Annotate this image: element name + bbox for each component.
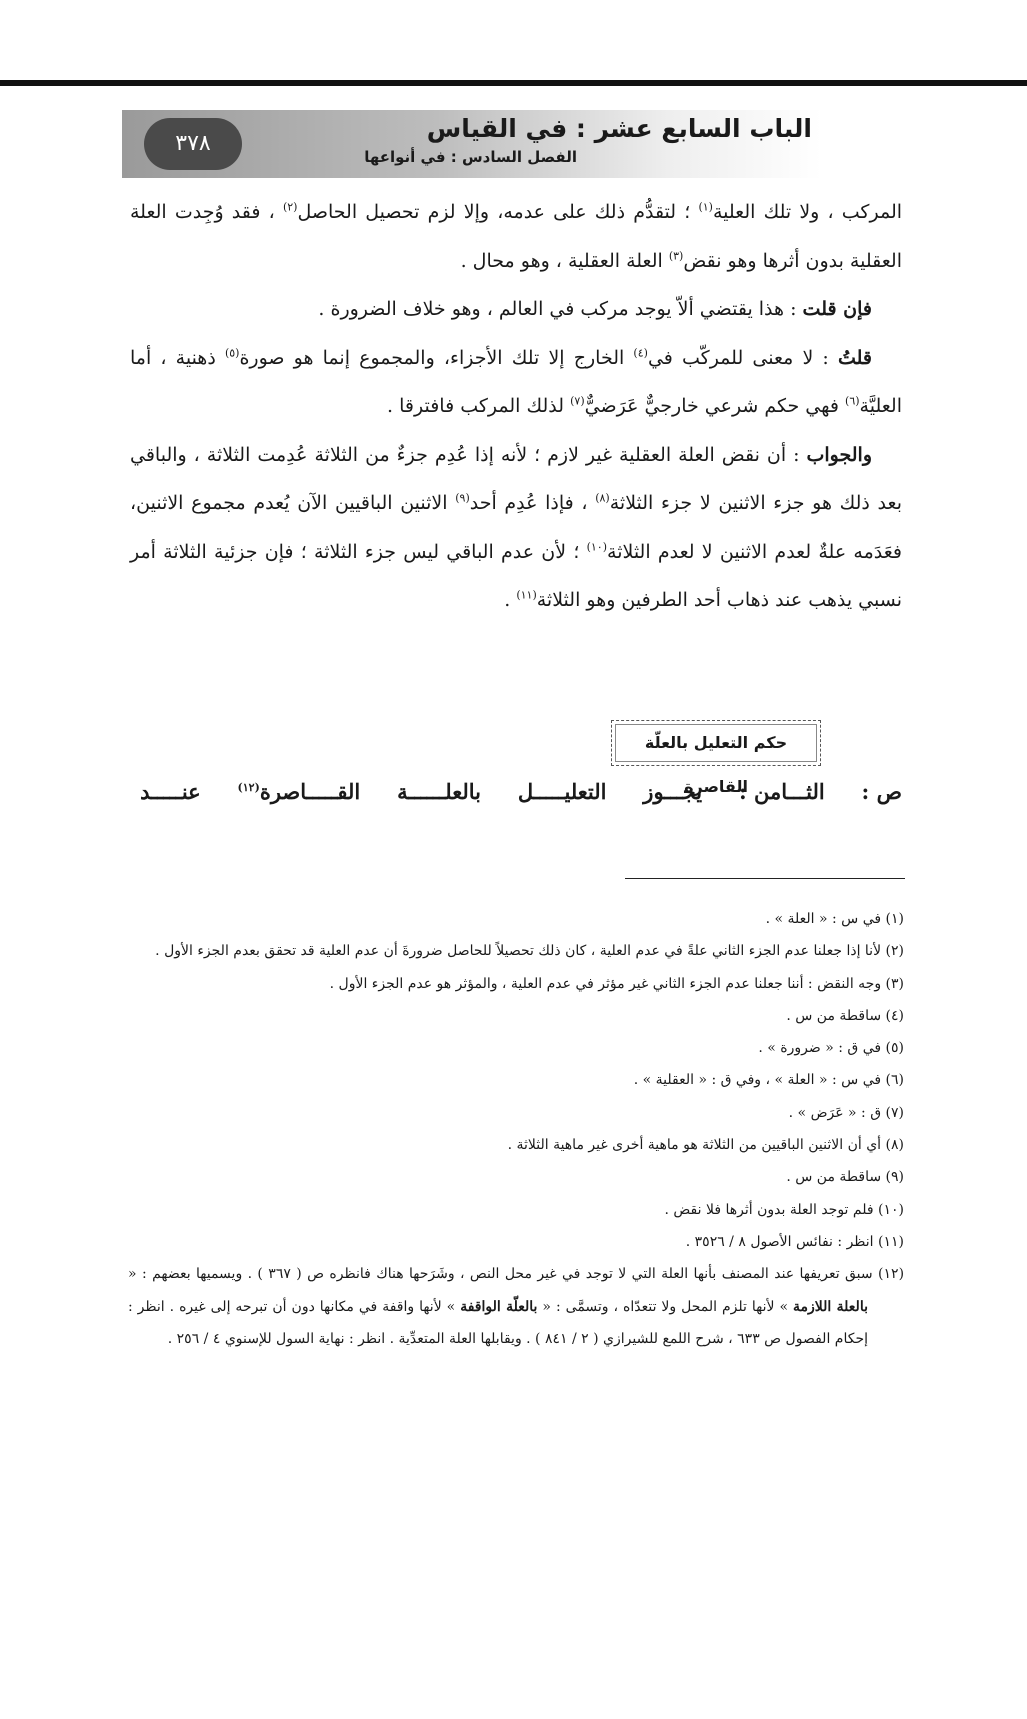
footnote-ref: (٩) bbox=[455, 491, 470, 505]
footnote-ref: (٨) bbox=[595, 491, 610, 505]
footnote-6: (٦) في س : « العلة » ، وفي ق : « العقلية » . bbox=[633, 1072, 904, 1089]
footnote-8: (٨) أي أن الاثنين الباقيين من الثلاثة هو ماهية أخرى غير ماهية الثلاثة . bbox=[507, 1137, 904, 1154]
footnote-2: (٢) لأنا إذا جعلنا عدم الجزء الثاني علةً في عدم العلية ، كان ذلك تحصيلاً للحاصل ضرورةَ أن عدم العلية قد تحقق بعدم الجزء الأول . bbox=[155, 943, 904, 960]
keyword-response: قلتُ bbox=[837, 346, 872, 369]
paragraph-response: قلتُ : لا معنى للمركّب في$^{(٤)}$ الخارج إلا تلك الأجزاء، والمجموع إنما هو صورة$^{(٥)}$ ذهنية ، أما العليَّة$^{(٦)}$ فهي حكم شرعي خارجيٌّ عَرَضيٌّ$^{(٧)}$ لذلك المركب فافترقا . bbox=[130, 346, 902, 417]
paragraph-1: المركب ، ولا تلك العلية$^{(١)}$ ؛ لتقدُّم ذلك على عدمه، وإلا لزم تحصيل الحاصل$^{(٢)}$ ، فقد وُجِدت العلة العقلية بدون أثرها وهو نقض$^{(٣)}$ العلة العقلية ، وهو محال . bbox=[130, 200, 903, 272]
text-statement-line: ص : الثـــامن : يجـــوز التعليـــــل بالعلــــــة القـــــاصرة$^{(١٢)}$ عنـــــد bbox=[140, 779, 902, 804]
running-header bbox=[122, 110, 822, 178]
footnote-11: (١١) انظر : نفائس الأصول ٨ / ٣٥٢٦ . bbox=[685, 1233, 904, 1250]
footnote-10: (١٠) فلم توجد العلة بدون أثرها فلا نقض . bbox=[664, 1201, 904, 1218]
footnote-4: (٤) ساقطة من س . bbox=[786, 1007, 904, 1024]
footnotes bbox=[128, 903, 904, 1355]
footnote-5: (٥) في ق : « ضرورة » . bbox=[758, 1040, 904, 1057]
paragraph-objection: فإن قلت : هذا يقتضي ألاّ يوجد مركب في العالم ، وهو خلاف الضرورة . bbox=[318, 298, 872, 320]
footnote-ref: (٦) bbox=[845, 394, 860, 408]
section-heading-box: حكم التعليل بالعلّة القاصرة bbox=[611, 720, 821, 766]
keyword-objection: فإن قلت bbox=[802, 298, 872, 320]
paragraph-answer: والجواب : أن نقض العلة العقلية غير لازم ؛ لأنه إذا عُدِم جزءٌ من الثلاثة عُدِمت الثلاثة ، والباقي بعد ذلك هو جزء الاثنين لا جزء الثلاثة$^{(٨)}$ ، فإذا عُدِم أحد$^{(٩)}$ الاثنين الباقيين الآن يُعدم مجموع الاثنين، فعَدَمه علةٌ لعدم الاثنين لا لعدم الثلاثة$^{(١٠)}$ ؛ لأن عدم الباقي ليس جزء الثلاثة ؛ فإن جزئية الثلاثة أمر نسبي يذهب عند ذهاب أحد الطرفين وهو الثلاثة$^{(١١)}$ . bbox=[130, 443, 902, 611]
top-rule bbox=[0, 80, 1027, 86]
footnote-7: (٧) ق : « عَرَض » . bbox=[788, 1104, 904, 1121]
footnote-ref: (١٢) bbox=[237, 781, 260, 794]
footnote-ref: (٢) bbox=[282, 200, 298, 214]
footnote-12: (١٢) سبق تعريفها عند المصنف بأنها العلة التي لا توجد في غير محل النص ، وشَرَحها هناك فانظره ص ( ٣٦٧ ) . ويسميها بعضهم : « بالعلة اللازمة » لأنها تلزم المحل ولا تتعدّاه ، وتسمَّى : « بالعلّة الواقفة » لأنها واقفة في مكانها دون أن تبرحه إلى غيره . انظر : إحكام الفصول ص ٦٣٣ ، شرح اللمع للشيرازي ( ٢ / ٨٤١ ) . ويقابلها العلة المتعدِّية . انظر : نهاية السول للإسنوي ٤ / ٢٥٦ . bbox=[128, 1266, 905, 1347]
footnote-ref: (٣) bbox=[668, 249, 684, 263]
keyword-answer: والجواب bbox=[806, 443, 872, 466]
footnote-ref: (١٠) bbox=[586, 540, 608, 554]
section-subtitle: الفصل السادس : في أنواعها bbox=[364, 148, 577, 166]
footnote-separator bbox=[625, 878, 905, 879]
footnote-ref: (٧) bbox=[570, 394, 585, 408]
chapter-title: الباب السابع عشر : في القياس bbox=[426, 114, 812, 143]
footnote-ref: (١١) bbox=[516, 588, 537, 602]
footnote-3: (٣) وجه النقض : أننا جعلنا عدم الجزء الثاني غير مؤثر في عدم العلية ، والمؤثر هو عدم الجزء الأول . bbox=[329, 975, 904, 992]
footnote-9: (٩) ساقطة من س . bbox=[786, 1169, 904, 1186]
footnote-ref: (٤) bbox=[633, 346, 648, 360]
footnote-1: (١) في س : « العلة » . bbox=[765, 911, 904, 927]
page-number-badge: ٣٧٨ bbox=[144, 118, 242, 170]
main-text bbox=[130, 188, 902, 625]
footnote-ref: (٥) bbox=[224, 346, 240, 360]
footnote-ref: (١) bbox=[698, 200, 713, 214]
